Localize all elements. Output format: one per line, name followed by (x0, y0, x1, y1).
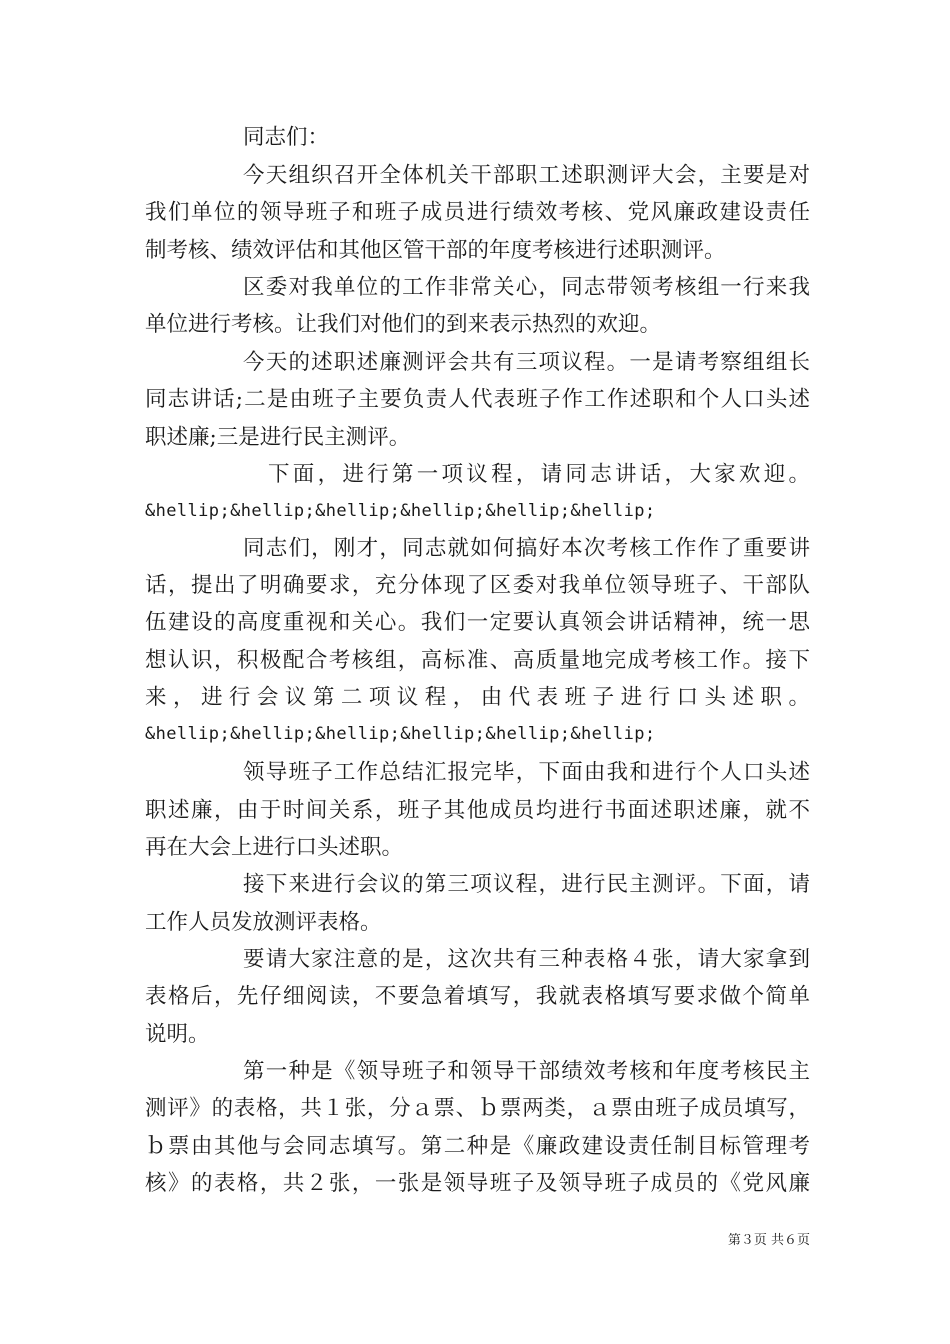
paragraph-line: 同志们，刚才，同志就如何搞好本次考核工作作了重要讲 (243, 536, 810, 561)
paragraph-line: 第一种是《领导班子和领导干部绩效考核和年度考核民主 (243, 1059, 810, 1084)
paragraph-line: 表格后，先仔细阅读，不要急着填写，我就表格填写要求做个简单 (145, 984, 810, 1009)
paragraph-line: ｂ票由其他与会同志填写。第二种是《廉政建设责任制目标管理考 (145, 1134, 810, 1159)
paragraph-line: 区委对我单位的工作非常关心，同志带领考核组一行来我 (243, 275, 810, 300)
paragraph-line: 伍建设的高度重视和关心。我们一定要认真领会讲话精神，统一思 (145, 610, 810, 635)
paragraph-line: 同志们： (243, 125, 330, 150)
paragraph-line: 同志讲话;二是由班子主要负责人代表班子作工作述职和个人口头述 (145, 387, 810, 412)
page-number: 第３页 共６页 (727, 1233, 810, 1248)
paragraph-line: &hellip;&hellip;&hellip;&hellip;&hellip;&hellip; (145, 501, 656, 521)
paragraph-line: 说明。 (145, 1022, 210, 1047)
paragraph-line: 来，进行会议第二项议程，由代表班子进行口头述职。 (145, 685, 810, 710)
paragraph-line: 测评》的表格，共１张，分ａ票、ｂ票两类，ａ票由班子成员填写， (145, 1096, 810, 1121)
paragraph-line: 我们单位的领导班子和班子成员进行绩效考核、党风廉政建设责任 (145, 200, 810, 225)
paragraph-line: 工作人员发放测评表格。 (145, 910, 382, 935)
paragraph-line: 领导班子工作总结汇报完毕，下面由我和进行个人口头述 (243, 760, 810, 785)
paragraph-line: 今天的述职述廉测评会共有三项议程。一是请考察组组长 (243, 350, 810, 375)
paragraph-line: 要请大家注意的是，这次共有三种表格４张，请大家拿到 (243, 947, 810, 972)
paragraph-line: 制考核、绩效评估和其他区管干部的年度考核进行述职测评。 (145, 238, 726, 263)
paragraph-line: 核》的表格，共２张，一张是领导班子及领导班子成员的《党风廉 (145, 1171, 810, 1196)
paragraph-line: 单位进行考核。让我们对他们的到来表示热烈的欢迎。 (145, 312, 662, 337)
paragraph-line: 再在大会上进行口头述职。 (145, 835, 404, 860)
paragraph-line: 接下来进行会议的第三项议程，进行民主测评。下面，请 (243, 872, 810, 897)
paragraph-line: 下面，进行第一项议程，请同志讲话，大家欢迎。 (268, 462, 810, 487)
paragraph-line: 想认识，积极配合考核组，高标准、高质量地完成考核工作。接下 (145, 648, 810, 673)
paragraph-line: 职述廉;三是进行民主测评。 (145, 425, 411, 450)
paragraph-line: 今天组织召开全体机关干部职工述职测评大会，主要是对 (243, 163, 810, 188)
paragraph-line: 话，提出了明确要求，充分体现了区委对我单位领导班子、干部队 (145, 573, 810, 598)
paragraph-line: 职述廉，由于时间关系，班子其他成员均进行书面述职述廉，就不 (145, 798, 810, 823)
paragraph-line: &hellip;&hellip;&hellip;&hellip;&hellip;&hellip; (145, 724, 656, 744)
